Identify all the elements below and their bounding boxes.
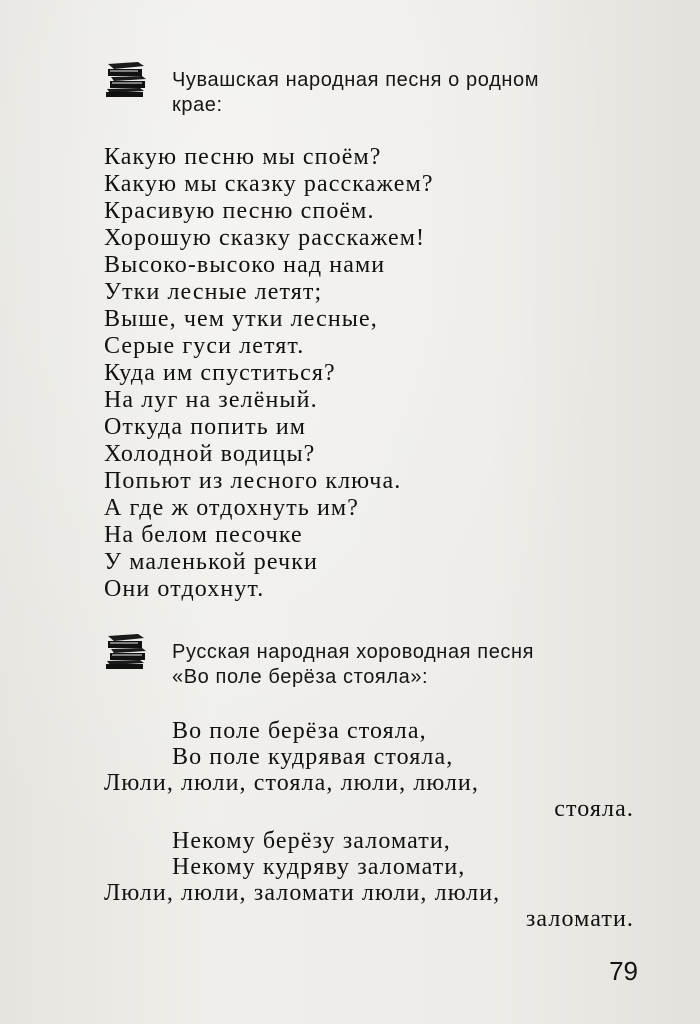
poem-line: Некому берёзу заломати,: [172, 828, 451, 854]
heading-chuvash-song: [172, 68, 539, 118]
birch-song-stanza-1: [104, 718, 634, 822]
poem-line: заломати.: [525, 906, 634, 932]
poem-line: Холодной водицы?: [104, 441, 316, 467]
poem-line: А где ж отдохнуть им?: [104, 495, 359, 521]
poem-line: Какую мы сказку расскажем?: [104, 171, 434, 197]
poem-line: Выше, чем утки лесные,: [104, 306, 378, 332]
poem-line: На луг на зелёный.: [104, 387, 318, 413]
poem-line: Какую песню мы споём?: [104, 144, 382, 170]
heading-russian-song: [172, 640, 534, 690]
poem-line: Люли, люли, стояла, люли, люли,: [104, 770, 479, 796]
poem-line: Утки лесные летят;: [104, 279, 323, 305]
poem-line: Куда им спуститься?: [104, 360, 336, 386]
poem-line: Хорошую сказку расскажем!: [104, 225, 426, 251]
poem-line: Во поле кудрявая стояла,: [172, 744, 454, 770]
poem-line: стояла.: [554, 796, 634, 822]
poem-line: На белом песочке: [104, 522, 303, 548]
poem-line: Во поле берёза стояла,: [172, 718, 427, 744]
book-stack-icon: [104, 60, 148, 98]
poem-line: Люли, люли, заломати люли, люли,: [104, 880, 501, 906]
chuvash-poem: [104, 144, 434, 603]
poem-line: Серые гуси летят.: [104, 333, 305, 359]
page-number: 79: [609, 956, 638, 986]
heading-line: «Во поле берёза стояла»:: [172, 666, 429, 688]
book-stack-icon: [104, 632, 148, 670]
heading-line: крае:: [172, 94, 223, 116]
poem-line: Попьют из лесного ключа.: [104, 468, 402, 494]
heading-line: Русская народная хороводная песня: [172, 641, 535, 663]
poem-line: У маленькой речки: [104, 549, 318, 575]
poem-line: Некому кудряву заломати,: [172, 854, 466, 880]
poem-line: Красивую песню споём.: [104, 198, 375, 224]
birch-song-stanza-2: [104, 828, 634, 932]
poem-line: Они отдохнут.: [104, 576, 265, 602]
heading-line: Чувашская народная песня о родном: [172, 69, 540, 91]
poem-line: Откуда попить им: [104, 414, 307, 440]
poem-line: Высоко-высоко над нами: [104, 252, 386, 278]
